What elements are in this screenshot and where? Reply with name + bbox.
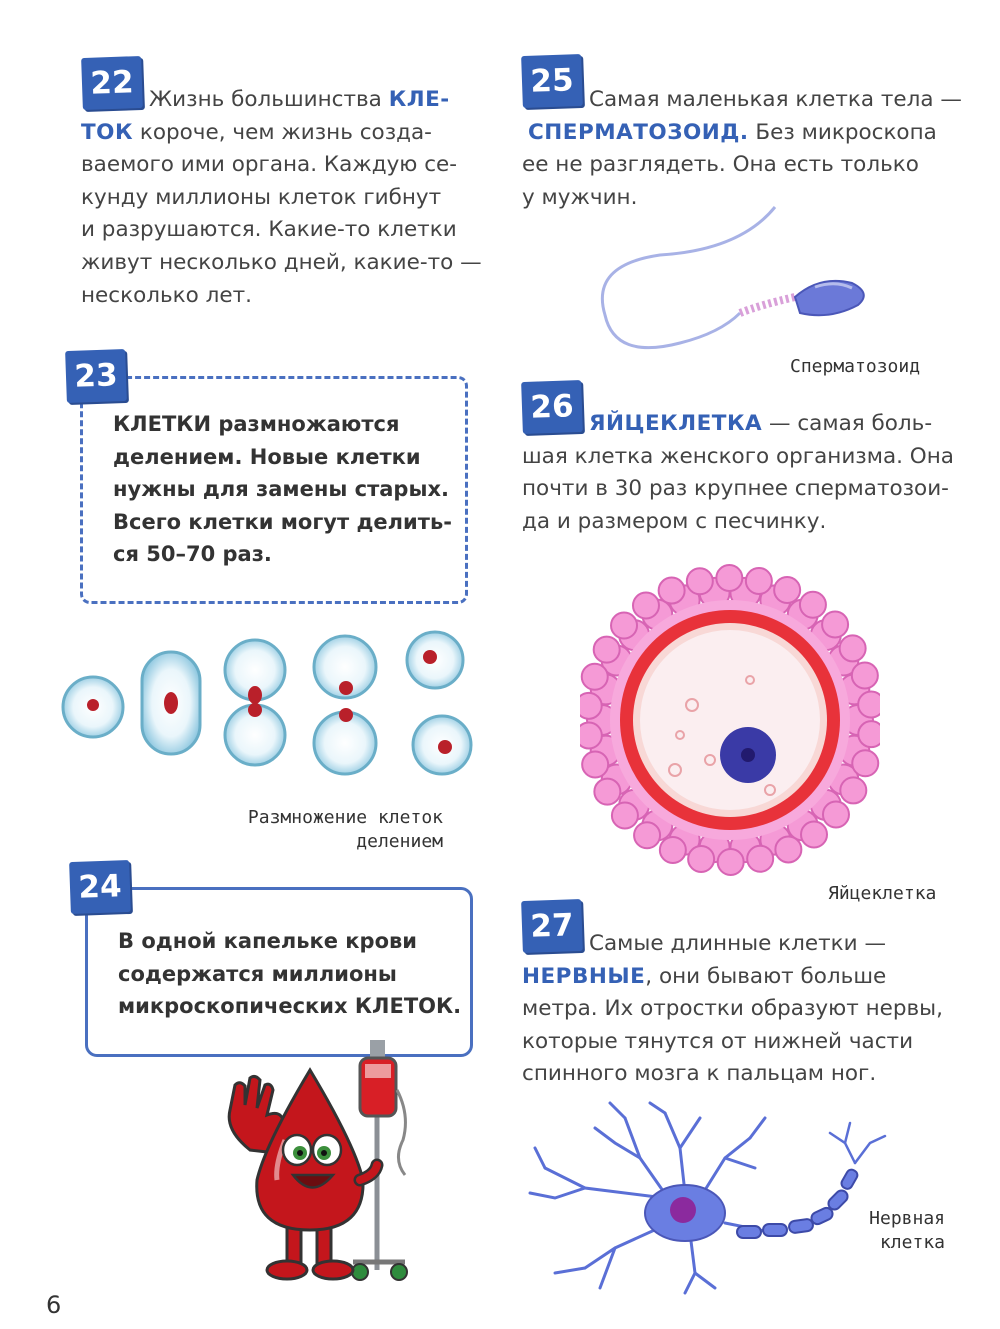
fact-26-text (522, 408, 982, 538)
caption-line: клетка (879, 1232, 945, 1253)
egg-cell-illustration (580, 560, 880, 880)
text-line: делением. Новые клетки (113, 444, 421, 469)
neuron-caption (860, 1207, 945, 1255)
text-line: кунду миллионы клеток гибнут (81, 184, 442, 210)
egg-caption: Яйцеклетка (828, 883, 937, 904)
cell-division-illustration (50, 625, 500, 790)
text-line: ся 50–70 раз. (113, 542, 272, 567)
fact-number-badge: 24 (69, 860, 131, 914)
text-line: спинного мозга к пальцам ног. (522, 1061, 877, 1087)
text-line: почти в 30 раз крупнее сперматозои- (522, 476, 949, 502)
fact-number-badge: 25 (521, 54, 583, 108)
fact-24-text (118, 925, 468, 1023)
neuron-illustration (525, 1098, 905, 1298)
text-line: да и размером с песчинку. (522, 508, 827, 534)
text-line: метра. Их отростки образуют нервы, (522, 996, 943, 1022)
caption-line: делением (356, 831, 443, 852)
text-line: содержатся миллионы (118, 961, 397, 986)
cell-division-caption (228, 806, 443, 854)
text-line: и разрушаются. Какие-то клетки (81, 217, 457, 243)
sperm-cell-illustration (590, 195, 880, 370)
text-line: КЛЕТКИ размножаются (113, 412, 400, 436)
text-line: которые тянутся от нижней части (522, 1028, 914, 1054)
axon (737, 1168, 859, 1238)
text-line: ТОК короче, чем жизнь созда- (81, 119, 432, 145)
text-line: СПЕРМАТОЗОИД. Без микроскопа (528, 119, 937, 145)
text-line: ее не разглядеть. Она есть только (522, 152, 919, 178)
cell-stage-4 (314, 636, 376, 774)
text-line: В одной капельке крови (118, 929, 418, 953)
fact-23-text (113, 408, 463, 571)
text-line: у мужчин. (522, 184, 638, 210)
fact-number-badge: 23 (65, 349, 127, 403)
fact-number-badge: 22 (81, 56, 143, 110)
text-line: микроскопических КЛЕТОК. (118, 994, 462, 1019)
text-line: Жизнь большинства КЛЕ- (149, 87, 450, 112)
text-line: Самые длинные клетки — (589, 931, 886, 956)
fact-22-text (81, 84, 501, 312)
text-line: несколько лет. (81, 282, 252, 308)
page-number: 6 (46, 1291, 62, 1319)
text-line: нужны для замены старых. (113, 477, 449, 502)
fact-number-badge: 26 (521, 380, 583, 434)
fact-27-text (522, 928, 982, 1091)
text-line: шая клетка женского организма. Она (522, 443, 954, 469)
fact-number-badge: 27 (521, 899, 583, 953)
text-line: живут несколько дней, какие-то — (81, 249, 482, 275)
blood-drop-character (205, 1030, 435, 1290)
caption-line: Нервная (869, 1208, 945, 1229)
text-line: ЯЙЦЕКЛЕТКА — самая боль- (589, 411, 933, 436)
text-line: Всего клетки могут делить- (113, 509, 452, 534)
caption-line: Размножение клеток (247, 807, 443, 828)
text-line: ваемого ими органа. Каждую се- (81, 152, 458, 178)
sperm-caption: Сперматозоид (790, 356, 921, 377)
text-line: Самая маленькая клетка тела — (589, 87, 962, 112)
text-line: НЕРВНЫЕ, они бывают больше (522, 963, 887, 989)
